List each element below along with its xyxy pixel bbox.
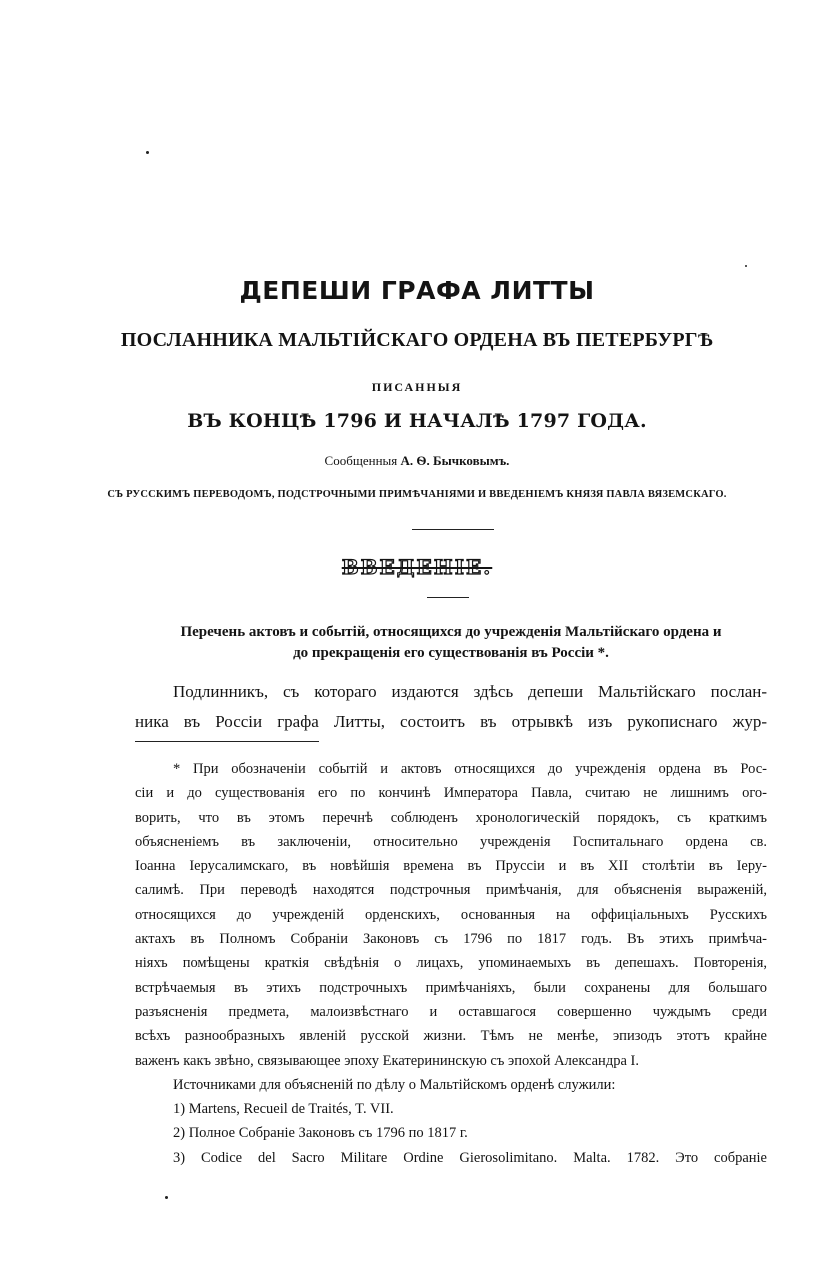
body-line: Подлинникъ, съ котораго издаются здѣсь депеши Мальтійскаго послан-: [173, 682, 767, 701]
page-speck: [745, 265, 747, 267]
section-heading-line: Перечень актовъ и событій, относящихся до учрежденія Мальтійскаго ордена и: [180, 624, 722, 640]
page-speck: [165, 1196, 168, 1199]
footnote-line: встрѣчаемыя въ этихъ подстрочныхъ примѣчаніяхъ, были сохранены для большаго: [135, 979, 767, 996]
footnote: [135, 757, 767, 1170]
footnote-line: относящихся до учрежденій орденскихъ, основанныя на оффиціальныхъ Русскихъ: [135, 906, 767, 923]
reported-by-line: [0, 453, 834, 469]
footnote-line: Іоанна Іерусалимскаго, въ новѣйшія времена въ Пруссіи и въ XII столѣтіи въ Іеру-: [135, 858, 767, 875]
footnote-line: ніяхъ помѣщены краткія свѣдѣнія о лицахъ, упоминаемыхъ въ депешахъ. Повторенія,: [135, 955, 767, 972]
document-subtitle: ПОСЛАННИКА МАЛЬТІЙСКАГО ОРДЕНА ВЪ ПЕТЕРБУРГѢ: [120, 329, 714, 351]
title-divider: [412, 529, 494, 530]
introduction-heading: ВВЕДЕНІЕ.: [341, 555, 493, 579]
translation-note: СЪ РУССКИМЪ ПЕРЕВОДОМЪ, ПОДСТРОЧНЫМИ ПРИМѢЧАНІЯМИ И ВВЕДЕНІЕМЪ КНЯЗЯ ПАВЛА ВЯЗЕМСКАГО.: [107, 489, 727, 500]
body-text: [135, 677, 767, 737]
page-speck: [146, 151, 149, 154]
section-heading: [135, 622, 767, 664]
dates-line: ВЪ КОНЦѢ 1796 И НАЧАЛѢ 1797 ГОДА.: [187, 410, 647, 432]
footnote-divider: [135, 741, 319, 742]
body-line: ника въ Россіи графа Литты, состоитъ въ отрывкѣ изъ рукописнаго жур-: [135, 712, 767, 731]
reported-prefix: Сообщенныя: [324, 453, 398, 468]
footnote-line: важенъ какъ звѣно, связывающее эпоху Екатерининскую съ эпохой Александра I.: [135, 1052, 639, 1069]
reported-author: А. Ѳ. Бычковымъ.: [400, 453, 510, 468]
footnote-line: всѣхъ разнообразныхъ явленій русской жизни. Тѣмъ не менѣе, эпизодъ этотъ крайне: [135, 1028, 767, 1045]
footnote-line: Источниками для объясненій по дѣлу о Мальтійскомъ орденѣ служили:: [173, 1076, 616, 1093]
footnote-line: ворить, что въ этомъ перечнѣ соблюденъ хронологическій порядокъ, съ краткимъ: [135, 809, 767, 826]
footnote-line: салимѣ. При переводѣ находятся подстрочныя примѣчанія, для объясненія выраженій,: [135, 882, 767, 899]
footnote-line: объясненіемъ въ заключеніи, относительно учрежденія Госпитальнаго ордена св.: [135, 833, 767, 850]
written-label: ПИСАННЫЯ: [371, 380, 463, 394]
footnote-line: актахъ въ Полномъ Собраніи Законовъ съ 1796 по 1817 годъ. Въ этихъ примѣча-: [135, 931, 767, 948]
footnote-line: * При обозначеніи событій и актовъ относящихся до учрежденія ордена въ Рос-: [173, 761, 767, 777]
intro-divider: [427, 597, 469, 598]
footnote-line: сіи и до существованія его по кончинѣ Императора Павла, считаю не лишнимъ ого-: [135, 785, 767, 802]
source-item: 3) Codice del Sacro Militare Ordine Gierosolimitano. Malta. 1782. Это собраніе: [173, 1149, 767, 1166]
source-item: 1) Martens, Recueil de Traités, T. VII.: [173, 1101, 394, 1118]
section-heading-line: до прекращенія его существованія въ Россіи *.: [293, 645, 609, 661]
source-item: 2) Полное Собраніе Законовъ съ 1796 по 1817 г.: [173, 1125, 468, 1142]
footnote-line: разъясненія предмета, малоизвѣстнаго и оставшагося совершенно чуждымъ среди: [135, 1003, 767, 1020]
document-title: ДЕПЕШИ ГРАФА ЛИТТЫ: [239, 276, 595, 305]
